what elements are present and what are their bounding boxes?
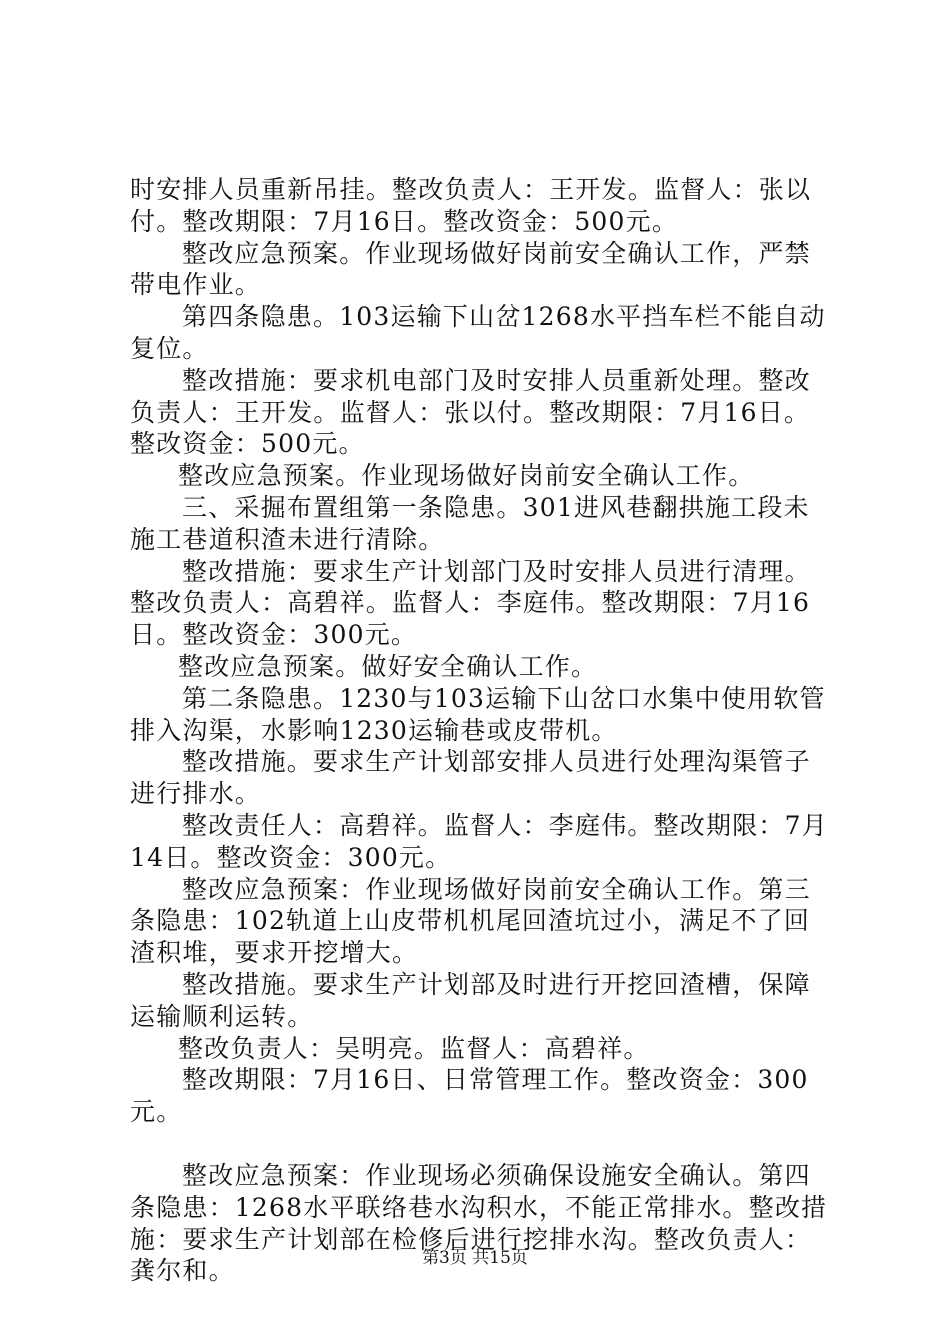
paragraph-gap [130,1128,835,1160]
paragraph-hazard-4: 第四条隐患。103运输下山岔1268水平挡车栏不能自动复位。 [130,302,826,363]
paragraph-section-3: 三、采掘布置组第一条隐患。301进风巷翻拱施工段未施工巷道积渣未进行清除。 [130,492,810,554]
paragraph-hazard-2: 第二条隐患。1230与103运输下山岔口水集中使用软管排入沟渠，水影响1230运输巷或皮带机。 [130,683,826,745]
paragraph-responsible: 整改责任人：高碧祥。监督人：李庭伟。整改期限：7月14日。整改资金：300元。 [130,810,828,872]
page-number-footer: 第3页 共15页 [422,1248,528,1268]
paragraph-measures: 整改措施：要求生产计划部门及时安排人员进行清理。整改负责人：高碧祥。监督人：李庭伟。整改期限：7月16日。整改资金：300元。 [130,556,811,650]
paragraph-deadline: 整改期限：7月16日、日常管理工作。整改资金：300元。 [130,1065,809,1127]
paragraph-responsible: 整改负责人：吴明亮。监督人：高碧祥。 [178,1033,650,1063]
paragraph-emergency-plan-hazard-4: 整改应急预案：作业现场必须确保设施安全确认。第四条隐患：1268水平联络巷水沟积水，不能正常排水。整改措施：要求生产计划部在检修后进行挖排水沟。整改负责人：龚尔和。 [130,1160,828,1286]
paragraph-emergency-plan: 整改应急预案。做好安全确认工作。 [178,651,598,681]
paragraph-emergency-plan: 整改应急预案。作业现场做好岗前安全确认工作。 [178,461,755,491]
paragraph-measures: 整改措施：要求机电部门及时安排人员重新处理。整改负责人：王开发。监督人：张以付。整改期限：7月16日。整改资金：500元。 [130,365,811,459]
paragraph-emergency-plan: 整改应急预案。作业现场做好岗前安全确认工作，严禁带电作业。 [130,238,811,300]
paragraph-continuation: 时安排人员重新吊挂。整改负责人：王开发。监督人：张以付。整改期限：7月16日。整改资金：500元。 [130,175,812,236]
paragraph-measures: 整改措施。要求生产计划部及时进行开挖回渣槽，保障运输顺利运转。 [130,969,811,1031]
document-body [130,174,835,1287]
paragraph-measures: 整改措施。要求生产计划部安排人员进行处理沟渠管子进行排水。 [130,747,811,809]
paragraph-emergency-plan-hazard-3: 整改应急预案：作业现场做好岗前安全确认工作。第三条隐患：102轨道上山皮带机机尾回渣坑过小，满足不了回渣积堆，要求开挖增大。 [130,874,811,968]
